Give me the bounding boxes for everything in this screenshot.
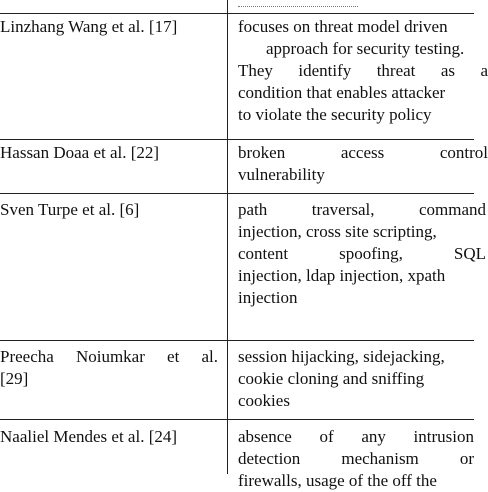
description-line: firewalls, usage of the off the: [238, 471, 437, 490]
description-line: vulnerability: [238, 165, 325, 184]
author-text: Preecha Noiumkar et al.: [0, 347, 218, 366]
description-line: They identify threat as a: [238, 61, 488, 80]
author-cell: [0, 16, 220, 38]
description-line: condition that enables attacker: [238, 83, 446, 102]
author-text: Naaliel Mendes et al. [24]: [0, 427, 178, 446]
author-text: Linzhang Wang et al. [17]: [0, 17, 178, 36]
row-divider: [0, 340, 474, 341]
author-cell: [0, 426, 220, 448]
description-line: cookie cloning and sniffing: [238, 369, 425, 388]
description-line: injection, ldap injection, xpath: [238, 266, 446, 285]
description-line: content spoofing, SQL: [238, 244, 486, 263]
table-row: [0, 142, 488, 192]
description-cell: [238, 346, 488, 412]
table-row: [0, 426, 474, 490]
description-line: session hijacking, sidejacking,: [238, 347, 445, 366]
description-line: injection, cross site scripting,: [238, 222, 437, 241]
row-divider: [0, 139, 474, 140]
description-line: cookies: [238, 391, 290, 410]
description-line: focuses on threat model driven: [238, 17, 448, 36]
row-divider: [0, 13, 474, 14]
author-cell: [0, 142, 220, 164]
description-line: injection: [238, 288, 298, 307]
description-cell: [238, 142, 488, 186]
description-line: absence of any intrusion: [238, 427, 474, 446]
table-row: [0, 16, 488, 136]
row-divider: [0, 193, 474, 194]
description-cell: [238, 426, 488, 492]
author-cell: [0, 346, 220, 390]
description-line: path traversal, command: [238, 200, 486, 219]
table-row: [0, 199, 486, 339]
table-row: [0, 346, 474, 418]
description-line: detection mechanism or: [238, 449, 474, 468]
description-line: to violate the security policy: [238, 105, 432, 124]
row-divider: [0, 419, 474, 420]
author-text: Hassan Doaa et al. [22]: [0, 143, 160, 162]
description-line: approach for security testing.: [266, 39, 465, 58]
author-cell: [0, 199, 220, 221]
description-line: broken access control: [238, 143, 488, 162]
description-cell: [238, 16, 488, 126]
author-text: [29]: [0, 369, 29, 388]
partial-row-remnant: [238, 0, 378, 6]
author-text: Sven Turpe et al. [6]: [0, 200, 140, 219]
description-cell: [238, 199, 486, 309]
